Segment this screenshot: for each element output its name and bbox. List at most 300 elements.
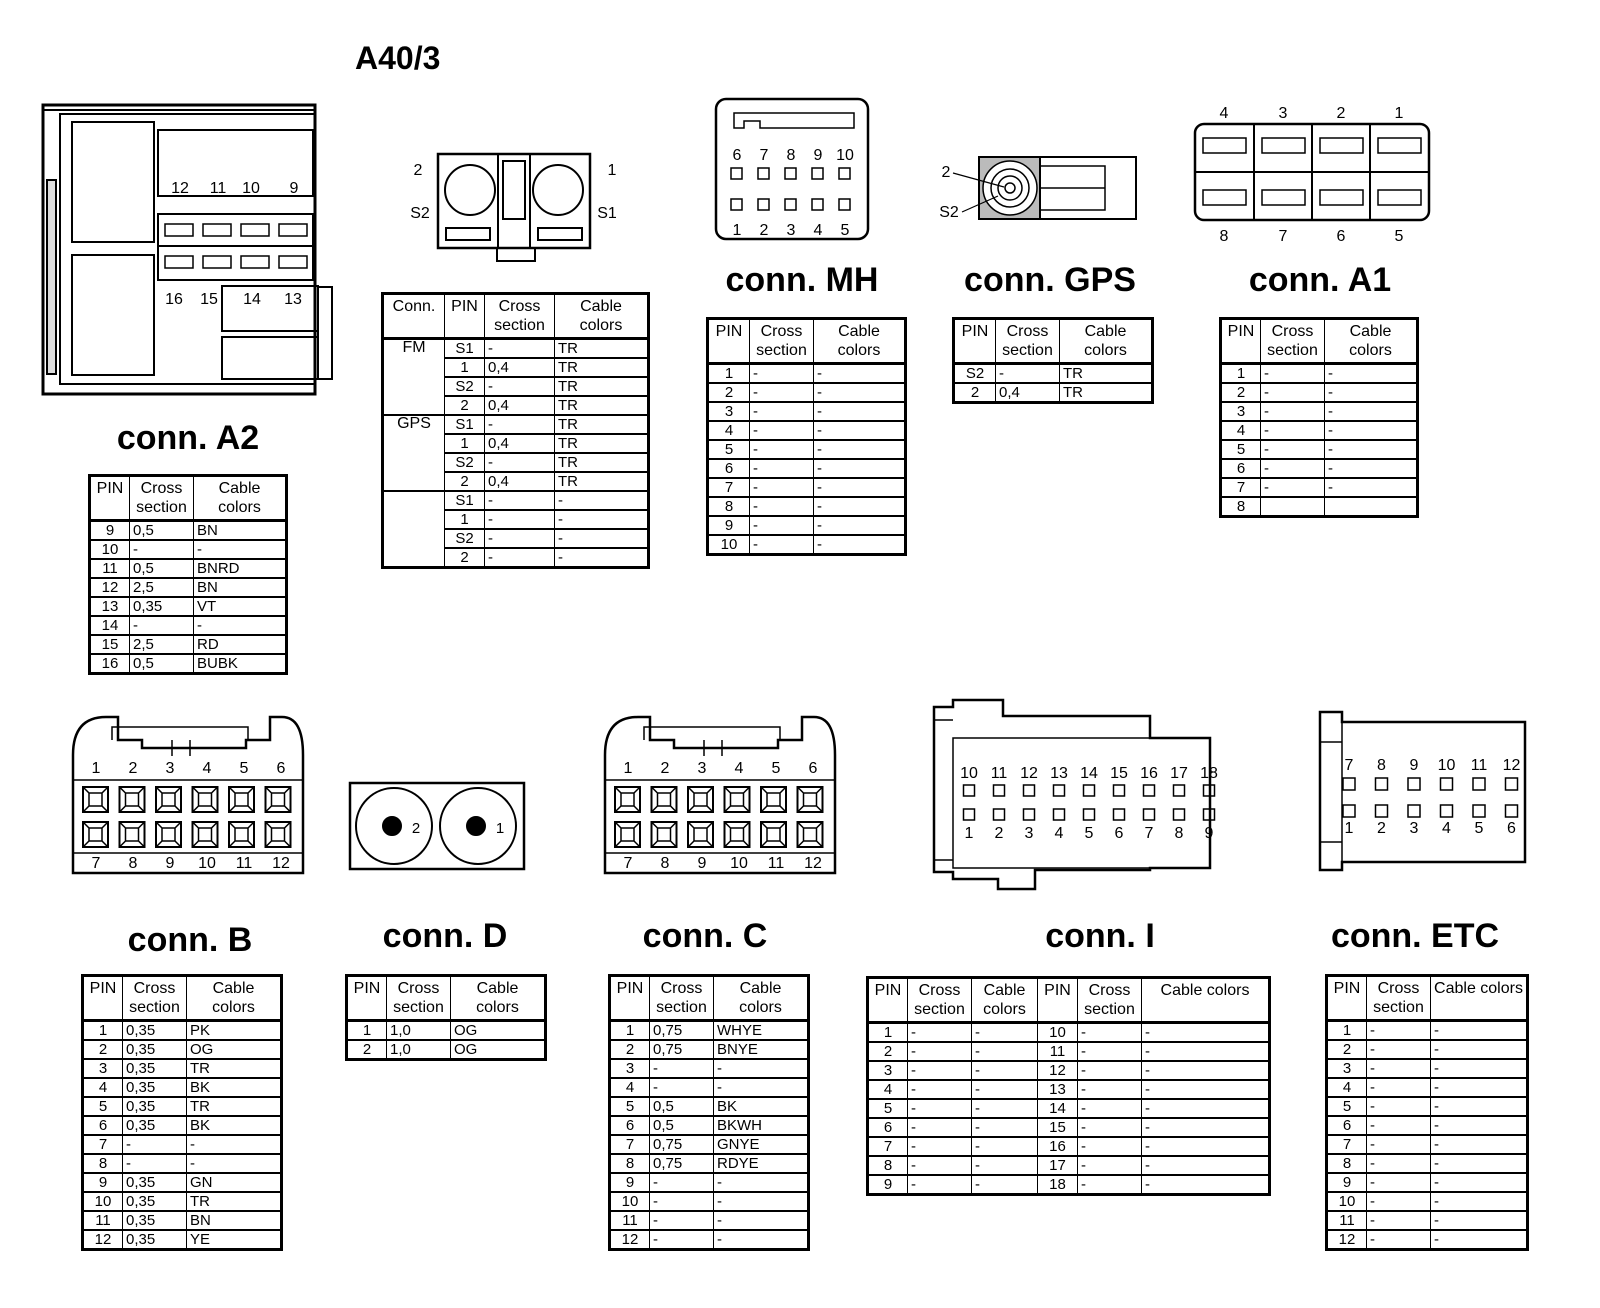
cell-cross-section: 1,0 [387,1040,451,1060]
connector-etc-drawing [1320,712,1525,870]
conn-d-title: conn. D [382,917,508,955]
cell-cable-color: - [1142,1175,1270,1195]
table-row [90,559,287,578]
header-cable-colors: Cable colors [451,976,546,1021]
table-row [83,1078,282,1097]
cell-cross-section: - [1367,1021,1431,1041]
cell-pin: 17 [1038,1156,1078,1175]
terminal-cavity [1084,785,1095,796]
pin-number-label: 10 [1437,757,1456,774]
a2-label-9: 9 [289,180,299,197]
terminal-cavity [1054,785,1065,796]
cell-pin: 12 [1327,1230,1367,1250]
cell-cable-color: GN [187,1173,282,1192]
cell-cable-color: - [1431,1192,1528,1211]
cell-cross-section: - [130,540,194,559]
cell-cable-color: - [972,1023,1038,1043]
cell-cable-color: - [814,516,906,535]
cell-cable-color: - [1325,364,1418,384]
cell-cross-section: 0,35 [130,597,194,616]
table-row [868,1023,1270,1043]
cell-cable-color: TR [555,434,649,453]
cell-cable-color: - [1431,1211,1528,1230]
cell-pin: 9 [90,521,130,541]
cell-pin: 3 [868,1061,908,1080]
cell-cable-color: - [972,1061,1038,1080]
table-row [610,1116,809,1135]
terminal-cavity [994,809,1005,820]
header-cable-colors-2: Cable colors [1142,978,1270,1023]
cell-cable-color: - [1431,1135,1528,1154]
cell-pin: 6 [868,1118,908,1137]
table-row [90,521,287,541]
table-row [610,1154,809,1173]
pin-number-label: 6 [1114,825,1124,842]
cell-pin: 8 [1221,497,1261,517]
cell-cross-section: - [1078,1137,1142,1156]
cell-cable-color: - [555,529,649,548]
cell-pin: 8 [1327,1154,1367,1173]
a2-label-11: 11 [209,180,227,197]
header-cross-section: Cross section [1367,976,1431,1021]
cell-cable-color: - [555,548,649,568]
table-row [83,1135,282,1154]
cell-cross-section: - [1261,383,1325,402]
cell-pin: 15 [90,635,130,654]
header-pin: PIN [1327,976,1367,1021]
cell-pin: 2 [445,472,485,491]
conn-fm-gps-rows [383,339,649,568]
cell-cross-section: 0,35 [123,1097,187,1116]
terminal-cavity [1174,785,1185,796]
pin-number-label: 16 [1140,765,1158,782]
cell-cable-color: - [1431,1078,1528,1097]
pin-number-label: 15 [1110,765,1128,782]
fm-gps-label-s2: S2 [410,205,430,222]
cell-conn: GPS [383,415,445,491]
cell-pin: 1 [445,510,485,529]
cell-cable-color: - [814,421,906,440]
terminal-contact [229,822,254,847]
cell-cross-section: - [650,1192,714,1211]
cell-cross-section: 0,5 [130,521,194,541]
terminal-contact [120,787,145,812]
header-cross-section: Cross section [650,976,714,1021]
conn-d-rows [347,1021,546,1060]
header-pin-2: PIN [1038,978,1078,1023]
cell-cable-color: BNRD [194,559,287,578]
terminal-contact [193,822,218,847]
cell-cable-color: - [814,402,906,421]
terminal-contact [266,822,291,847]
cell-pin: 2 [954,383,996,403]
cell-cross-section: 0,75 [650,1021,714,1041]
header-pin: PIN [445,294,485,339]
cell-cable-color: TR [555,472,649,491]
pin-number-label: 12 [1020,765,1038,782]
cell-cross-section: - [1367,1097,1431,1116]
cell-pin: 1 [1327,1021,1367,1041]
cell-cable-color: BK [187,1078,282,1097]
terminal-contact [615,822,640,847]
cell-cable-color: - [194,616,287,635]
terminal-contact [229,787,254,812]
cell-cable-color: WHYE [714,1021,809,1041]
table-row [610,1059,809,1078]
cell-pin: 6 [610,1116,650,1135]
header-cable-colors: Cable colors [555,294,649,339]
pin-number-label: 11 [235,855,253,872]
table-row [83,1230,282,1250]
pin-number-label: 17 [1170,765,1188,782]
terminal-cavity [1376,805,1388,817]
table-row [610,1173,809,1192]
cell-cable-color: BN [194,578,287,597]
cell-cross-section: - [485,510,555,529]
header-cross-section: Cross section [750,319,814,364]
terminal-cavity [1343,805,1355,817]
cell-cable-color: - [814,535,906,555]
cell-cross-section: 1,0 [387,1021,451,1041]
table-row [1327,1040,1528,1059]
cell-pin: 7 [1327,1135,1367,1154]
table-row [708,459,906,478]
pin-number-label: 14 [1080,765,1098,782]
table-row [83,1211,282,1230]
cell-pin: 1 [83,1021,123,1041]
cell-cable-color: - [1431,1116,1528,1135]
table-row [1327,1192,1528,1211]
table-row [1327,1211,1528,1230]
pin-number-label: 5 [1474,820,1484,837]
a2-label-12: 12 [171,180,189,197]
terminal-cavity [1054,809,1065,820]
cell-cable-color: BNYE [714,1040,809,1059]
cell-cross-section: - [1261,440,1325,459]
header-pin: PIN [954,319,996,364]
header-cross-section-2: Cross section [1078,978,1142,1023]
header-cross-section: Cross section [485,294,555,339]
table-row [868,1137,1270,1156]
cell-cable-color: - [1431,1154,1528,1173]
table-row [868,1175,1270,1195]
connector-b-drawing [73,717,303,873]
cell-cross-section: - [750,535,814,555]
pin-number-label: 1 [91,760,101,777]
pin-number-label: 12 [1502,757,1521,774]
cell-cross-section: - [908,1118,972,1137]
cell-cable-color: - [972,1156,1038,1175]
cell-conn [383,491,445,568]
conn-i-title: conn. I [1045,917,1155,955]
table-row [83,1192,282,1211]
cell-cable-color: - [1142,1137,1270,1156]
cell-cross-section: - [1367,1135,1431,1154]
cell-cross-section: 0,35 [123,1211,187,1230]
cell-pin: 1 [1221,364,1261,384]
cell-cable-color: - [1142,1042,1270,1061]
cell-cross-section: 0,75 [650,1040,714,1059]
cell-cross-section: - [750,440,814,459]
cell-cable-color: - [1431,1230,1528,1250]
cell-cable-color: - [1325,402,1418,421]
header-cable-colors: Cable colors [1431,976,1528,1021]
conn-gps-table [952,317,1154,404]
header-conn: Conn. [383,294,445,339]
cell-cable-color: - [194,540,287,559]
cell-cross-section: 0,35 [123,1116,187,1135]
cell-cable-color: - [714,1211,809,1230]
connector-mh-drawing [716,99,868,239]
pin-number-label: 7 [1344,757,1354,774]
pin-number-label: 12 [804,855,822,872]
table-row [1221,459,1418,478]
cell-cross-section: 0,75 [650,1154,714,1173]
cell-cable-color: - [1431,1021,1528,1041]
cell-cross-section: - [1261,402,1325,421]
pin-number-label: 8 [786,147,796,164]
pin-number-label: 9 [697,855,707,872]
cell-cross-section: 0,35 [123,1059,187,1078]
table-row [868,1042,1270,1061]
header-pin: PIN [1221,319,1261,364]
cell-pin: 2 [347,1040,387,1060]
cell-cable-color: - [972,1042,1038,1061]
header-cross-section: Cross section [130,476,194,521]
cell-cross-section: - [485,453,555,472]
cell-cable-color: - [714,1078,809,1097]
header-pin: PIN [708,319,750,364]
cell-cable-color: BUBK [194,654,287,674]
cell-cross-section: - [1078,1042,1142,1061]
pin-number-label: 2 [1377,820,1386,837]
cell-cross-section: - [1078,1023,1142,1043]
conn-a1-rows [1221,364,1418,517]
cell-pin: 2 [1327,1040,1367,1059]
terminal-contact [761,787,786,812]
cell-cable-color: - [1142,1099,1270,1118]
cell-cross-section: - [485,548,555,568]
cell-cable-color: - [187,1135,282,1154]
terminal-contact [798,787,823,812]
table-row [383,339,649,359]
fm-gps-label-s1: S1 [597,205,617,222]
table-row [610,1192,809,1211]
cell-cross-section: - [650,1078,714,1097]
conn-mh-title: conn. MH [725,261,879,299]
cell-cable-color: - [1431,1097,1528,1116]
cell-cross-section: - [650,1230,714,1250]
cell-pin: 4 [708,421,750,440]
cell-pin: 9 [708,516,750,535]
cell-cable-color: - [1142,1156,1270,1175]
cell-pin: 11 [610,1211,650,1230]
terminal-contact [266,787,291,812]
cell-cross-section: 0,5 [650,1097,714,1116]
pin-number-label: 2 [128,760,138,777]
cell-cable-color: BKWH [714,1116,809,1135]
header-cross-section: Cross section [123,976,187,1021]
cell-pin: 9 [610,1173,650,1192]
a2-label-13: 13 [284,291,302,308]
pin-number-label: 8 [1174,825,1184,842]
conn-etc-rows [1327,1021,1528,1250]
cell-cable-color: - [1325,459,1418,478]
pin-number-label: 6 [1507,820,1516,837]
cell-pin: 8 [610,1154,650,1173]
table-row [610,1135,809,1154]
pin-number-label: 3 [1024,825,1034,842]
connector-gps-drawing [939,157,1136,221]
header-cross-section: Cross section [1261,319,1325,364]
terminal-contact [688,787,713,812]
header-pin: PIN [347,976,387,1021]
cell-cable-color: RDYE [714,1154,809,1173]
cell-cable-color: TR [1060,364,1153,384]
pin-number-label: 3 [697,760,707,777]
table-row [1221,440,1418,459]
cell-pin: 3 [83,1059,123,1078]
cell-cable-color: RD [194,635,287,654]
cell-pin: 8 [83,1154,123,1173]
pin-number-label: 5 [1394,228,1404,245]
cell-pin: 1 [868,1023,908,1043]
table-row [708,364,906,384]
cell-pin: 1 [347,1021,387,1041]
pin-number-label: 7 [1144,825,1154,842]
cell-pin: 6 [83,1116,123,1135]
table-row [1327,1116,1528,1135]
pin-number-label: 2 [994,825,1004,842]
terminal-cavity [1343,778,1355,790]
cell-cable-color: - [1142,1118,1270,1137]
pin-number-label: 5 [771,760,781,777]
cell-pin: 1 [708,364,750,384]
cell-pin: 11 [1327,1211,1367,1230]
table-row [90,616,287,635]
cell-cable-color: TR [555,377,649,396]
pin-number-label: 6 [276,760,286,777]
cell-cross-section: 0,4 [485,358,555,377]
table-row [610,1040,809,1059]
conn-etc-title: conn. ETC [1330,917,1500,955]
conn-b-table [81,974,283,1251]
table-row [708,440,906,459]
cell-pin: 18 [1038,1175,1078,1195]
cell-pin: 4 [1221,421,1261,440]
cell-cable-color: - [972,1118,1038,1137]
cell-cross-section: 0,35 [123,1173,187,1192]
conn-c-rows [610,1021,809,1250]
table-row [83,1059,282,1078]
cell-pin: 16 [90,654,130,674]
cell-pin: 4 [1327,1078,1367,1097]
cell-cross-section: - [1367,1192,1431,1211]
terminal-cavity [994,785,1005,796]
cell-cross-section: 0,75 [650,1135,714,1154]
table-row [1327,1021,1528,1041]
cell-cross-section: - [1367,1059,1431,1078]
cell-cable-color: - [814,440,906,459]
table-row [708,516,906,535]
cell-pin: 7 [610,1135,650,1154]
cell-cross-section: - [1367,1116,1431,1135]
header-pin: PIN [868,978,908,1023]
cell-pin: 7 [83,1135,123,1154]
terminal-cavity [1441,805,1453,817]
cell-cable-color: - [1431,1040,1528,1059]
cell-cross-section: 0,4 [485,434,555,453]
connector-i-drawing [934,700,1218,889]
terminal-cavity [1408,805,1420,817]
cell-pin: 3 [708,402,750,421]
pin-number-label: 9 [1204,825,1214,842]
cell-cross-section: - [1367,1078,1431,1097]
pin-number-label: 8 [660,855,670,872]
terminal-cavity [1174,809,1185,820]
cell-cross-section: - [750,364,814,384]
cell-pin: 7 [1221,478,1261,497]
cell-cross-section: 0,35 [123,1040,187,1059]
pin-number-label: 5 [239,760,249,777]
cell-cable-color: - [1142,1023,1270,1043]
table-row [83,1154,282,1173]
cell-cross-section: - [650,1173,714,1192]
cell-cross-section: 2,5 [130,578,194,597]
cell-cable-color: BN [187,1211,282,1230]
pin-number-label: 6 [808,760,818,777]
pin-number-label: 9 [1409,757,1419,774]
terminal-contact [156,822,181,847]
cell-pin: 2 [83,1040,123,1059]
table-row [954,383,1153,403]
cell-cable-color: OG [451,1021,546,1041]
cell-cable-color: - [1431,1059,1528,1078]
cell-cross-section: - [908,1023,972,1043]
cell-cross-section: 0,35 [123,1021,187,1041]
cell-conn: FM [383,339,445,416]
table-row [1327,1059,1528,1078]
table-row [1221,497,1418,517]
cell-cross-section: - [1367,1154,1431,1173]
pin-number-label: 11 [767,855,785,872]
cell-cross-section: - [908,1175,972,1195]
terminal-cavity [1473,805,1485,817]
cell-cross-section: - [1261,459,1325,478]
table-row [1327,1097,1528,1116]
table-row [1327,1173,1528,1192]
terminal-cavity [1473,778,1485,790]
cell-cross-section: - [1078,1118,1142,1137]
conn-a2-rows [90,521,287,674]
page-title: A40/3 [355,40,441,76]
cell-cable-color: - [714,1230,809,1250]
cell-pin: 1 [445,358,485,377]
cell-cross-section: - [1261,421,1325,440]
terminal-cavity [1506,805,1518,817]
pin-number-label: 6 [732,147,742,164]
terminal-cavity [1144,809,1155,820]
cell-cross-section: 2,5 [130,635,194,654]
cell-pin: S2 [445,453,485,472]
cell-pin: S1 [445,339,485,359]
cell-pin: 12 [610,1230,650,1250]
terminal-contact [725,787,750,812]
table-row [347,1040,546,1060]
header-cable-colors: Cable colors [187,976,282,1021]
cell-cable-color: - [555,491,649,510]
conn-a1-title: conn. A1 [1248,261,1392,299]
